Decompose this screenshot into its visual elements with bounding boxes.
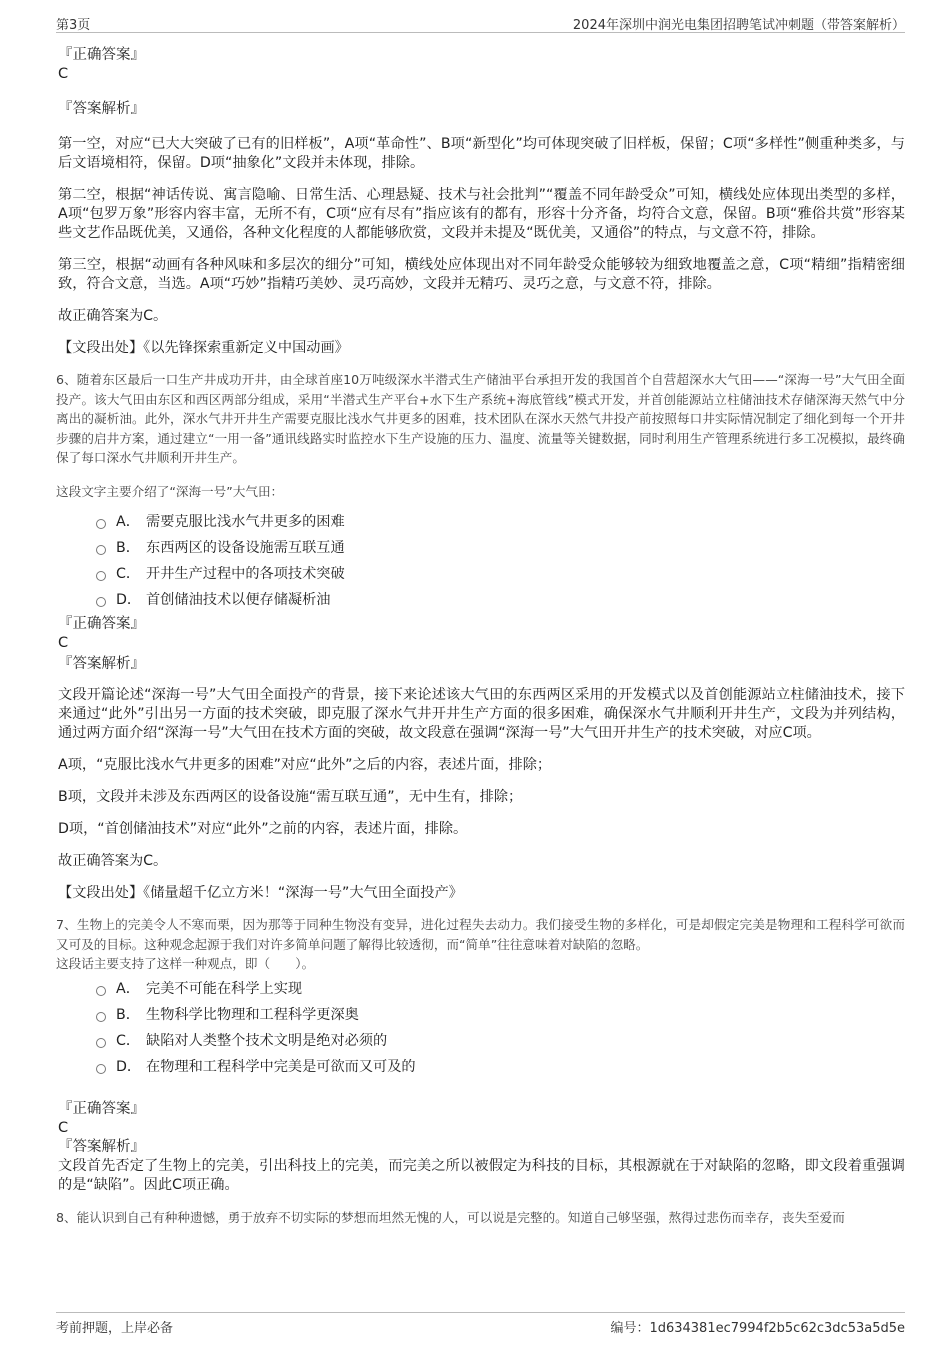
option-list — [56, 976, 905, 1080]
question-prompt: 这段文字主要介绍了“深海一号”大气田： — [56, 483, 284, 499]
correct-answer: C — [58, 66, 69, 82]
passage-source: 【文段出处】《以先锋探索重新定义中国动画》 — [58, 340, 349, 356]
option-d[interactable]: D． 首创储油技术以便存储凝析油 — [96, 587, 905, 613]
option-c[interactable]: C． 开井生产过程中的各项技术突破 — [96, 561, 905, 587]
radio-icon[interactable] — [96, 545, 106, 555]
radio-icon[interactable] — [96, 571, 106, 581]
analysis-paragraph: 第一空，对应“已大大突破了已有的旧样板”，A项“革命性”、B项“新型化”均可体现突破了旧样板，保留；C项“多样性”侧重种类多，与后文语境相符，保留。D项“抽象化”文段并未体现，排除。 — [58, 136, 905, 171]
option-a[interactable]: A． 完美不可能在科学上实现 — [96, 976, 905, 1002]
radio-icon[interactable] — [96, 1012, 106, 1022]
radio-icon[interactable] — [96, 1038, 106, 1048]
option-b[interactable]: B． 生物科学比物理和工程科学更深奥 — [96, 1002, 905, 1028]
page-header — [56, 10, 905, 33]
option-d[interactable]: D． 在物理和工程科学中完美是可欲而又可及的 — [96, 1054, 905, 1080]
option-c[interactable]: C． 缺陷对人类整个技术文明是绝对必须的 — [96, 1028, 905, 1054]
analysis-paragraph: 文段首先否定了生物上的完美，引出科技上的完美，而完美之所以被假定为科技的目标，其根源就在于对缺陷的忽略，即文段着重强调的是“缺陷”。因此C项正确。 — [58, 1157, 905, 1193]
analysis-paragraph: 第二空，根据“神话传说、寓言隐喻、日常生活、心理悬疑、技术与社会批判”“覆盖不同年龄受众”可知，横线处应体现出类型的多样，A项“包罗万象”形容内容丰富，无所不有，C项“应有尽有”指应该有的都有，形容十分齐备，均符合文意，保留。B项“雅俗共赏”形容某些文艺作品既优美，又通俗，各种文化程度的人都能够欣赏，文段并未提及“既优美，又通俗”的特点，与文意不符，排除。 — [58, 187, 905, 241]
analysis-label: 『答案解析』 — [58, 656, 145, 672]
question-stem: 7、生物上的完美令人不寒而栗，因为那等于同种生物没有变异，进化过程失去动力。我们接受生物的多样化，可是却假定完美是物理和工程科学可欲而又可及的目标。这种观念起源于我们对许多简单问题了解得比较透彻，而“简单”往往意味着对缺陷的忽略。 — [56, 917, 905, 952]
option-b[interactable]: B． 东西两区的设备设施需互联互通 — [96, 535, 905, 561]
page-footer — [56, 1312, 905, 1337]
correct-answer-label: 『正确答案』 — [58, 1100, 145, 1117]
passage-source: 【文段出处】《储量超千亿立方米！“深海一号”大气田全面投产》 — [58, 885, 463, 901]
page-content — [56, 40, 905, 1227]
analysis-paragraph: 文段开篇论述“深海一号”大气田全面投产的背景，接下来论述该大气田的东西两区采用的开发模式以及首创能源站立柱储油技术，接下来通过“此外”引出另一方面的技术突破，即克服了深水气井开井生产方面的很多困难，确保深水气井顺利开井生产，文段为并列结构，通过两方面介绍“深海一号”大气田在技术方面的突破，故文段意在强调“深海一号”大气田开井生产的技术突破，对应C项。 — [58, 687, 905, 741]
analysis-paragraph: 第三空，根据“动画有各种风味和多层次的细分”可知，横线处应体现出对不同年龄受众能够较为细致地覆盖之意，C项“精细”指精密细致，符合文意，当选。A项“巧妙”指精巧美妙、灵巧高妙，文段并无精巧、灵巧之意，与文意不符，排除。 — [58, 257, 905, 292]
analysis-paragraph: A项，“克服比浅水气井更多的困难”对应“此外”之后的内容，表述片面，排除； — [58, 757, 552, 773]
option-list — [56, 509, 905, 613]
document-title: 2024年深圳中润光电集团招聘笔试冲刺题（带答案解析） — [572, 18, 905, 33]
correct-answer: C — [58, 635, 69, 651]
correct-answer: C — [58, 1119, 69, 1136]
correct-answer-label: 『正确答案』 — [58, 616, 145, 632]
footer-slogan: 考前押题，上岸必备 — [56, 1321, 174, 1336]
page-number: 第3页 — [56, 18, 91, 33]
analysis-paragraph: 故正确答案为C。 — [58, 853, 168, 869]
document-code: 编号：1d634381ec7994f2b5c62c3dc53a5d5e — [610, 1321, 905, 1336]
analysis-paragraph: 故正确答案为C。 — [58, 308, 168, 324]
analysis-paragraph: D项，“首创储油技术”对应“此外”之前的内容，表述片面，排除。 — [58, 821, 468, 837]
question-prompt: 这段话主要支持了这样一种观点，即（ ）。 — [56, 956, 315, 971]
question-stem: 6、随着东区最后一口生产井成功开井，由全球首座10万吨级深水半潜式生产储油平台承担开发的我国首个自营超深水大气田——“深海一号”大气田全面投产。该大气田由东区和西区两部分组成，采用“半潜式生产平台+水下生产系统+海底管线”模式开发，并首创能源站立柱储油技术存储深海天然气中分离出的凝析油。此外，深水气井开井生产需要克服比浅水气井更多的困难，技术团队在深水天然气井投产前按照每口井实际情况制定了细化到每一个开井步骤的启井方案，通过建立“一用一备”通讯线路实时监控水下生产设施的压力、温度、流量等关键数据，同时利用生产管理系统进行多工况模拟，最终确保了每口深水气井顺利开井生产。 — [56, 372, 905, 465]
correct-answer-label: 『正确答案』 — [58, 47, 145, 63]
option-a[interactable]: A． 需要克服比浅水气井更多的困难 — [96, 509, 905, 535]
radio-icon[interactable] — [96, 986, 106, 996]
question-stem: 8、能认识到自己有种种遗憾，勇于放弃不切实际的梦想而坦然无愧的人，可以说是完整的。知道自己够坚强，熬得过悲伤而幸存，丧失至爱而 — [56, 1209, 845, 1225]
radio-icon[interactable] — [96, 519, 106, 529]
analysis-label: 『答案解析』 — [58, 101, 145, 117]
radio-icon[interactable] — [96, 597, 106, 607]
analysis-label: 『答案解析』 — [58, 1138, 145, 1155]
radio-icon[interactable] — [96, 1064, 106, 1074]
analysis-paragraph: B项，文段并未涉及东西两区的设备设施“需互联互通”，无中生有，排除； — [58, 789, 523, 805]
